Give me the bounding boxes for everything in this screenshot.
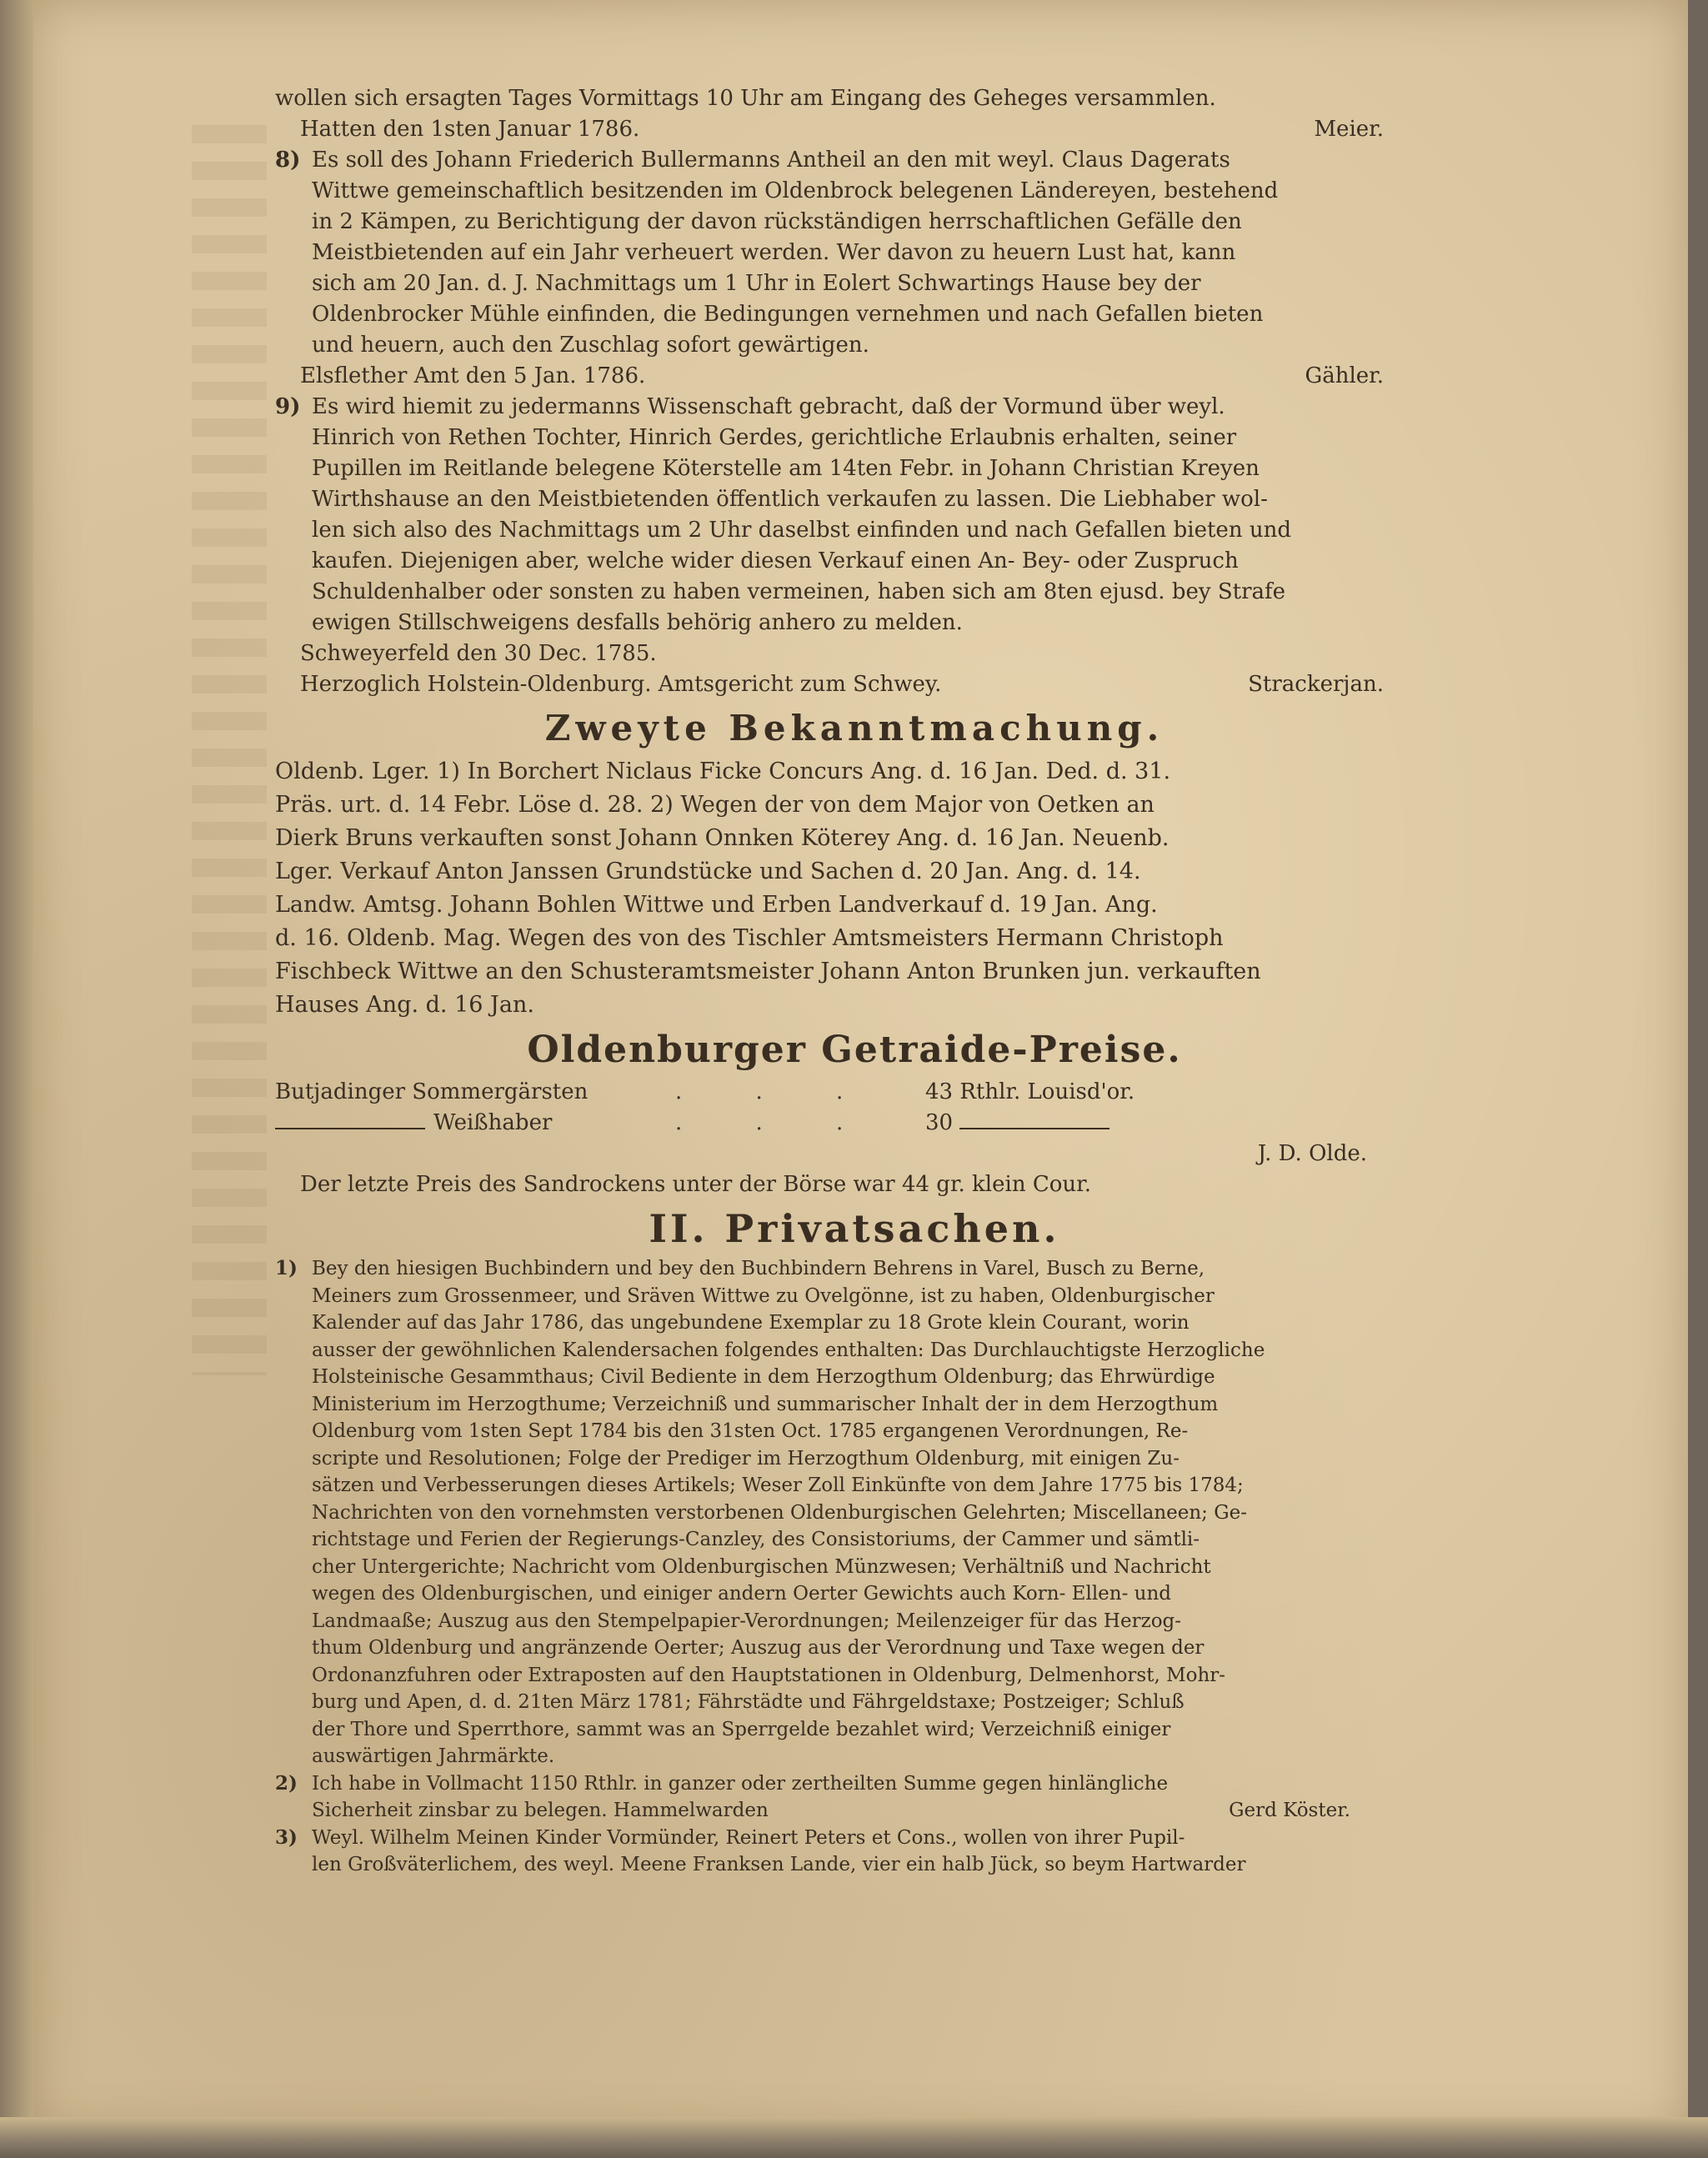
item-body [312, 1770, 1434, 1825]
price-label-cell [275, 1108, 675, 1139]
text-line: Lger. Verkauf Anton Janssen Grundstücke und Sachen d. 20 Jan. Ang. d. 14. [275, 859, 1141, 884]
page-text [275, 83, 1434, 1879]
text-line: Weyl. Wilhelm Meinen Kinder Vormünder, Reinert Peters et Cons., wollen von ihrer Pupil- [312, 1826, 1185, 1849]
text-line: len sich also des Nachmittags um 2 Uhr daselbst einfinden und nach Gefallen bieten und [312, 518, 1291, 543]
item-number: 2) [275, 1771, 298, 1795]
signature-row [312, 1797, 1434, 1825]
text-line: Wittwe gemeinschaftlich besitzenden im Oldenbrock belegenen Ländereyen, bestehend [312, 178, 1279, 203]
text-line: Wirthshause an den Meistbietenden öffentlich verkaufen zu lassen. Die Liebhaber wol- [312, 487, 1268, 512]
bleed-through-shadow [192, 125, 267, 1375]
text-line: Landmaaße; Auszug aus den Stempelpapier-Verordnungen; Meilenzeiger für das Herzog- [312, 1610, 1182, 1632]
text-line: Pupillen im Reitlande belegene Köterstelle am 14ten Febr. in Johann Christian Kreyen [312, 456, 1260, 481]
price-value-cell [925, 1108, 1175, 1139]
price-dots: . . . [675, 1110, 877, 1135]
text-line: cher Untergerichte; Nachricht vom Oldenburgischen Münzwesen; Verhältniß und Nachricht [312, 1555, 1211, 1578]
item-number: 3) [275, 1825, 298, 1849]
text-line: Ministerium im Herzogthume; Verzeichniß und summarischer Inhalt der in dem Herzogthum [312, 1393, 1219, 1415]
item-body [312, 1255, 1265, 1770]
sign-name: Gähler. [1305, 363, 1384, 388]
notice-9 [275, 392, 1434, 700]
text-line: burg und Apen, d. d. 21ten März 1781; Fährstädte und Fährgeldstaxe; Postzeiger; Schluß [312, 1691, 1185, 1713]
price-row [275, 1077, 1434, 1108]
text-line: Dierk Bruns verkauften sonst Johann Onnken Köterey Ang. d. 16 Jan. Neuenb. [275, 825, 1170, 851]
price-label: Weißhaber [433, 1110, 553, 1135]
price-label: Butjadinger Sommergärsten [275, 1079, 589, 1104]
text-line: auswärtigen Jahrmärkte. [312, 1745, 555, 1767]
text-line: in 2 Kämpen, zu Berichtigung der davon rückständigen herrschaftlichen Gefälle den [312, 209, 1242, 234]
text-line: und heuern, auch den Zuschlag sofort gewärtigen. [312, 333, 869, 358]
text-line: Oldenburg vom 1sten Sept 1784 bis den 31sten Oct. 1785 ergangenen Verordnungen, Re- [312, 1420, 1189, 1442]
text-line: Bey den hiesigen Buchbindern und bey den Buchbindern Behrens in Varel, Busch zu Berne, [312, 1258, 1205, 1279]
price-value: 43 Rthlr. Louisd'or. [925, 1079, 1135, 1104]
item-number: 9) [275, 394, 301, 419]
privatsachen [275, 1255, 1434, 1879]
text-line: sich am 20 Jan. d. J. Nachmittags um 1 Uhr in Eolert Schwartings Hause bey der [312, 271, 1201, 296]
text-line: len Großväterlichem, des weyl. Meene Franksen Lande, vier ein halb Jück, so beym Hartwarder [312, 1854, 1246, 1875]
item-number: 1) [275, 1257, 298, 1279]
item-body [312, 145, 1278, 361]
text-line: Ich habe in Vollmacht 1150 Rthlr. in ganzer oder zertheilten Summe gegen hinlängliche [312, 1772, 1169, 1795]
item-body [312, 1825, 1246, 1879]
list-item [275, 392, 1434, 638]
list-item [275, 1770, 1434, 1825]
text-line: Oldenbrocker Mühle einfinden, die Bedingungen vernehmen und nach Gefallen bieten [312, 302, 1264, 327]
sign-name: Meier. [1314, 117, 1384, 142]
item-number: 8) [275, 148, 301, 173]
text-line: wegen des Oldenburgischen, und einiger andern Oerter Gewichts auch Korn- Ellen- und [312, 1583, 1172, 1605]
text-line: thum Oldenburg und angränzende Oerter; Auszug aus der Verordnung und Taxe wegen der [312, 1637, 1205, 1659]
text-line: wollen sich ersagten Tages Vormittags 10 Uhr am Eingang des Geheges versammlen. [275, 86, 1216, 111]
sign-place: Elsflether Amt den 5 Jan. 1786. [300, 363, 646, 388]
text-line: Landw. Amtsg. Johann Bohlen Wittwe und Erben Landverkauf d. 19 Jan. Ang. [275, 892, 1158, 918]
zweyte-bekanntmachung [275, 755, 1434, 1022]
text-line: Sicherheit zinsbar zu belegen. Hammelwarden [312, 1800, 769, 1821]
text-line: ewigen Stillschweigens desfalls behörig anhero zu melden. [312, 610, 963, 635]
signature-row [275, 361, 1434, 392]
price-value: 30 [925, 1110, 954, 1135]
text-line: Ordonanzfuhren oder Extraposten auf den Hauptstationen in Oldenburg, Delmenhorst, Mohr- [312, 1664, 1226, 1686]
text-line: scripte und Resolutionen; Folge der Prediger im Herzogthum Oldenburg, mit einigen Zu- [312, 1447, 1180, 1470]
notice-8 [275, 145, 1434, 392]
text-line: Meistbietenden auf ein Jahr verheuert werden. Wer davon zu heuern Lust hat, kann [312, 240, 1236, 265]
text-line: Meiners zum Grossenmeer, und Sräven Wittwe zu Ovelgönne, ist zu haben, Oldenburgischer [312, 1284, 1215, 1307]
text-line: Kalender auf das Jahr 1786, das ungebundene Exemplar zu 18 Grote klein Courant, worin [312, 1312, 1190, 1334]
text-line: sätzen und Verbesserungen dieses Artikels; Weser Zoll Einkünfte von dem Jahre 1775 bis 1784; [312, 1475, 1244, 1496]
page-bottom-edge [0, 2117, 1708, 2158]
text-line: Holsteinische Gesammthaus; Civil Bediente in dem Herzogthum Oldenburg; das Ehrwürdige [312, 1366, 1215, 1388]
signature-row [275, 114, 1434, 145]
text-line: Fischbeck Wittwe an den Schusteramtsmeister Johann Anton Brunken jun. verkauften [275, 959, 1261, 984]
text-line: kaufen. Diejenigen aber, welche wider diesen Verkauf einen An- Bey- oder Zuspruch [312, 548, 1239, 573]
text-line: Nachrichten von den vornehmsten verstorbenen Oldenburgischen Gelehrten; Miscellaneen; Ge- [312, 1501, 1247, 1524]
text-line: Hauses Ang. d. 16 Jan. [275, 992, 534, 1018]
text-line: der Thore und Sperrthore, sammt was an Sperrgelde bezahlet wird; Verzeichniß einiger [312, 1718, 1171, 1740]
text-line: Präs. urt. d. 14 Febr. Löse d. 28. 2) Wegen der von dem Major von Oetken an [275, 792, 1155, 818]
ditto-dash [275, 1113, 425, 1129]
list-item [275, 1255, 1434, 1770]
sign-office: Herzoglich Holstein-Oldenburg. Amtsgericht zum Schwey. [300, 672, 942, 697]
text-line: Hinrich von Rethen Tochter, Hinrich Gerdes, gerichtliche Erlaubnis erhalten, seiner [312, 425, 1237, 450]
sign-name: Gerd Köster. [1229, 1800, 1350, 1821]
text-line: Oldenb. Lger. 1) In Borchert Niclaus Ficke Concurs Ang. d. 16 Jan. Ded. d. 31. [275, 759, 1171, 784]
price-dots: . . . [675, 1079, 877, 1104]
price-row [275, 1108, 1434, 1139]
list-item [275, 1825, 1434, 1879]
price-signer: J. D. Olde. [1257, 1141, 1367, 1166]
price-note: Der letzte Preis des Sandrockens unter der Börse war 44 gr. klein Cour. [300, 1172, 1091, 1197]
text-line: Es soll des Johann Friederich Bullermanns Antheil an den mit weyl. Claus Dagerats [312, 148, 1230, 173]
text-line: d. 16. Oldenb. Mag. Wegen des von des Tischler Amtsmeisters Hermann Christoph [275, 925, 1224, 951]
section-heading: Oldenburger Getraide-Preise. [527, 1029, 1182, 1071]
sign-name: Strackerjan. [1248, 672, 1384, 697]
text-line: ausser der gewöhnlichen Kalendersachen folgendes enthalten: Das Durchlauchtigste Herzogliche [312, 1339, 1265, 1361]
text-line: Es wird hiemit zu jedermanns Wissenschaft gebracht, daß der Vormund über weyl. [312, 394, 1225, 419]
ditto-dash [959, 1113, 1109, 1129]
section-heading: Zweyte Bekanntmachung. [544, 708, 1165, 749]
text-line: Schuldenhalber oder sonsten zu haben vermeinen, haben sich am 8ten ejusd. bey Strafe [312, 579, 1286, 604]
sign-place: Schweyerfeld den 30 Dec. 1785. [300, 641, 657, 666]
section-heading: II. Privatsachen. [649, 1206, 1060, 1251]
sign-place: Hatten den 1sten Januar 1786. [300, 117, 640, 142]
text-line: richtstage und Ferien der Regierungs-Canzley, des Consistoriums, der Cammer und sämtli- [312, 1529, 1200, 1550]
price-table [275, 1077, 1434, 1200]
signature-row [275, 669, 1434, 700]
list-item [275, 145, 1434, 361]
item-body [312, 392, 1291, 638]
